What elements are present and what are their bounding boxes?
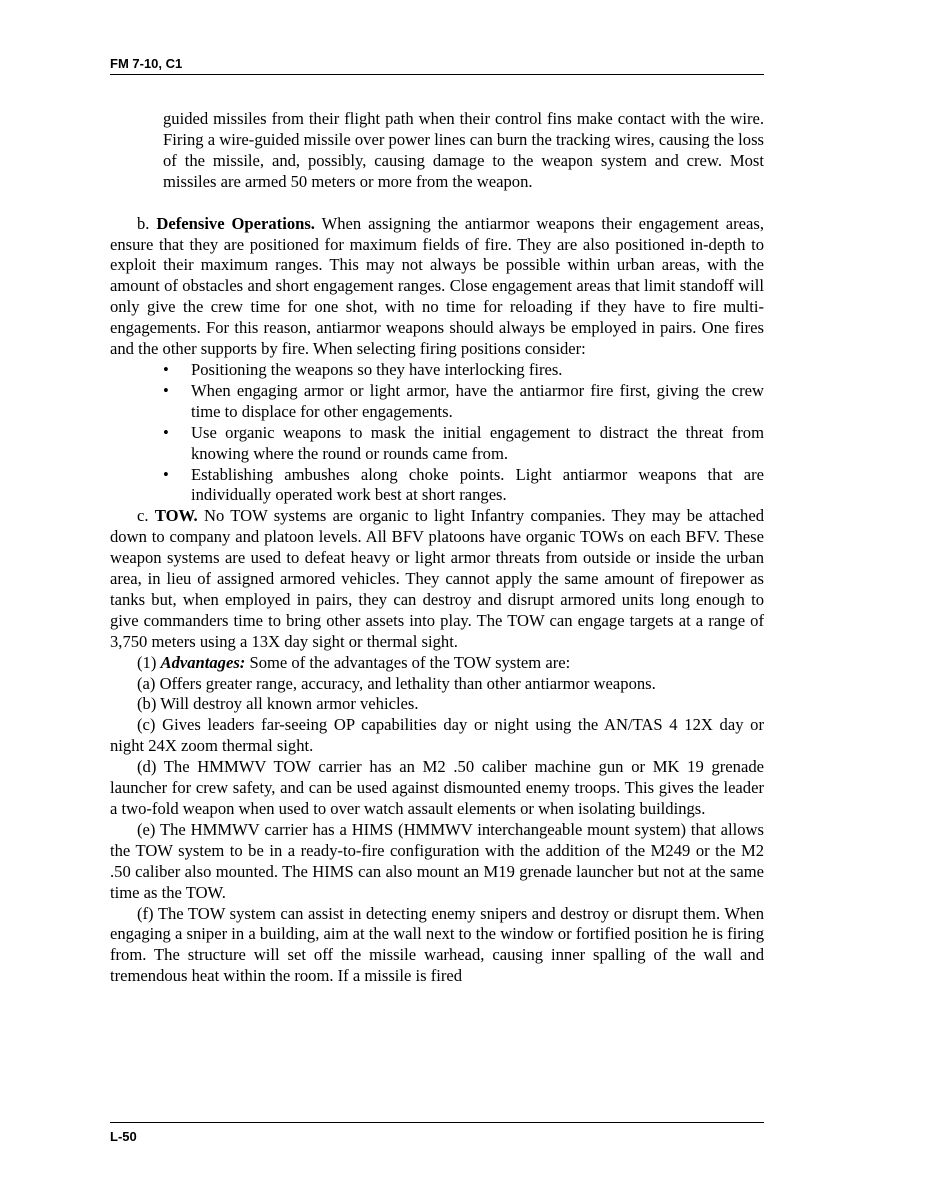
page-number: L-50 — [110, 1129, 137, 1144]
section-c-title: TOW. — [154, 506, 198, 526]
advantage-item — [110, 694, 764, 715]
bullet-icon: • — [163, 464, 169, 484]
section-b-paragraph — [110, 214, 764, 360]
list-item-text: Positioning the weapons so they have interlocking fires. — [191, 359, 563, 379]
list-item-text: Establishing ambushes along choke points. Light antiarmor weapons that are individually operated work best at short ranges. — [191, 464, 764, 505]
advantage-text: The TOW system can assist in detecting enemy snipers and destroy or disrupt them. When engaging a sniper in a building, aim at the wall next to the window or fortified position he is firing from. The structure will set off the missile warhead, causing inner spalling of the wall and tremendous heat within the room. If a missile is fired — [110, 903, 764, 986]
manual-designation: FM 7-10, C1 — [110, 56, 183, 71]
list-item — [163, 360, 764, 381]
section-b-text: When assigning the antiarmor weapons their engagement areas, ensure that they are positioned for maximum fields of fire. They are also positioned in-depth to exploit their maximum ranges. This may not always be possible within urban areas, with the amount of obstacles and short engagement ranges. Close engagement areas that limit standoff will only give the crew time for one shot, with no time for reloading if they have to fire multi-engagements. For this reason, antiarmor weapons should always be employed in pairs. One fires and the other supports by fire. When selecting firing positions consider: — [110, 213, 765, 359]
advantage-label: (d) — [137, 757, 157, 777]
advantage-label: (e) — [137, 819, 156, 839]
list-item — [163, 465, 764, 507]
section-b-letter: b. — [137, 213, 150, 233]
list-item — [163, 423, 764, 465]
firing-position-list — [110, 360, 764, 506]
page-body — [110, 109, 764, 987]
list-item-text: When engaging armor or light armor, have the antiarmor fire first, giving the crew time to displace for other engagements. — [191, 380, 764, 421]
advantage-label: (f) — [137, 903, 154, 923]
bullet-icon: • — [163, 380, 169, 400]
bullet-icon: • — [163, 422, 169, 442]
advantage-label: (c) — [137, 715, 156, 735]
section-c-text: No TOW systems are organic to light Infantry companies. They may be attached down to company and platoon levels. All BFV platoons have organic TOWs on each BFV. These weapon systems are used to defeat heavy or light armor threats from outside or inside the urban area, in lieu of assigned armored vehicles. They cannot apply the same amount of firepower as tanks but, when employed in pairs, they can destroy and disrupt armored units long enough to give commanders time to bring other assets into play. The TOW can engage targets at a range of 3,750 meters using a 13X day sight or thermal sight. — [110, 506, 765, 651]
advantage-text: The HMMWV carrier has a HIMS (HMMWV interchangeable mount system) that allows the TOW system to be in a ready-to-fire configuration with the addition of the M249 or the M2 .50 caliber also mounted. The HIMS can also mount an M19 grenade launcher but not at the same time as the TOW. — [110, 819, 764, 902]
advantage-item — [110, 715, 764, 757]
advantages-intro: Some of the advantages of the TOW system are: — [245, 652, 571, 672]
advantage-label: (a) — [137, 673, 156, 693]
advantage-text: The HMMWV TOW carrier has an M2 .50 caliber machine gun or MK 19 grenade launcher for crew safety, and can be used against dismounted enemy troops. This gives the leader a two-fold weapon when used to over watch assault elements or when isolating buildings. — [110, 757, 764, 818]
advantage-text: Gives leaders far-seeing OP capabilities day or night using the AN/TAS 4 12X day or night 24X zoom thermal sight. — [110, 715, 764, 756]
page-footer — [110, 1122, 764, 1146]
advantages-title: Advantages: — [160, 652, 246, 672]
intro-paragraph: guided missiles from their flight path when their control fins make contact with the wire. Firing a wire-guided missile over power lines can burn the tracking wires, causing the loss of the missile, and, possibly, causing damage to the weapon system and crew. Most missiles are armed 50 meters or more from the weapon. — [163, 109, 764, 191]
list-item-text: Use organic weapons to mask the initial engagement to distract the threat from knowing where the round or rounds came from. — [191, 422, 764, 463]
advantage-item — [110, 757, 764, 820]
advantage-item — [110, 820, 764, 904]
bullet-icon: • — [163, 359, 169, 379]
advantage-label: (b) — [137, 694, 157, 714]
section-b-title: Defensive Operations. — [156, 213, 315, 233]
paragraph-spacer — [110, 193, 764, 214]
section-c-paragraph — [110, 506, 764, 652]
advantage-item — [110, 674, 764, 695]
advantages-heading — [110, 653, 764, 674]
section-c-letter: c. — [137, 506, 149, 526]
advantage-text: Will destroy all known armor vehicles. — [156, 694, 419, 714]
page-header — [110, 55, 764, 75]
list-item — [163, 381, 764, 423]
advantage-text: Offers greater range, accuracy, and lethality than other antiarmor weapons. — [155, 673, 656, 693]
advantage-item — [110, 904, 764, 988]
advantages-number: (1) — [137, 652, 157, 672]
